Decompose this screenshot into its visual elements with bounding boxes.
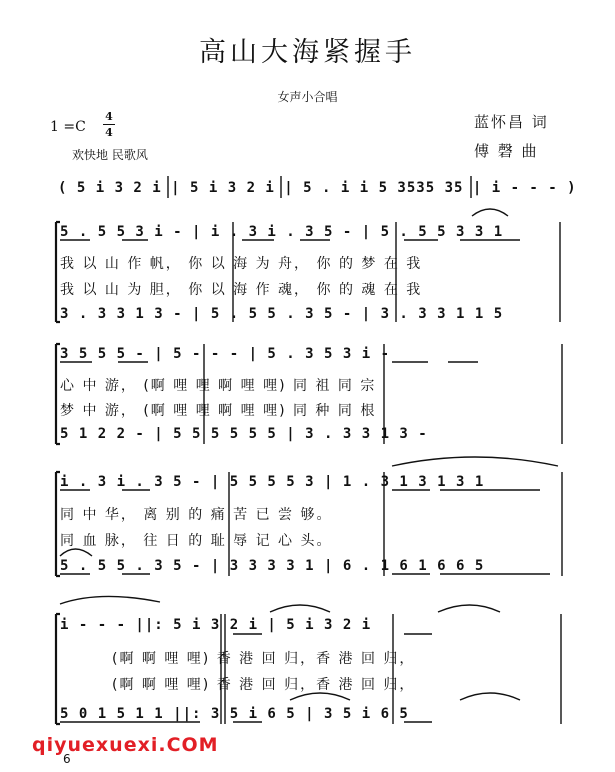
system2-lyric-verse2: 梦 中 游， (啊 哩 哩 啊 哩 哩) 同 种 同 根 [60, 403, 377, 419]
site-watermark: qiyuexuexi.COM [32, 734, 219, 756]
system2-upper-notes: 3 5 5 5 - | 5 - - - | 5 . 3 5 3 i - [60, 346, 391, 362]
system4-lower-notes: 5 0 1 5 1 1 ||: 3 5 i 6 5 | 3 5 i 6 5 [60, 706, 409, 722]
system1-lyric-verse2: 我 以 山 为 胆， 你 以 海 作 魂， 你 的 魂 在 我 [60, 282, 423, 298]
system1-lower-notes: 3 . 3 3 1 3 - | 5 . 5 5 . 3 5 - | 3 . 3 3 1 1 5 [60, 306, 504, 322]
song-title: 高山大海紧握手 [199, 37, 416, 68]
system3-lyric-verse2: 同 血 脉， 往 日 的 耻 辱 记 心 头。 [60, 533, 333, 549]
page-number: 6 [63, 752, 71, 766]
system3-lower-notes: 5 . 5 5 . 3 5 - | 3 3 3 3 1 | 6 . 1 6 1 6 6 5 [60, 558, 485, 574]
system3-upper-notes: i . 3 i . 3 5 - | 5 5 5 5 3 | 1 . 3 1 3 1 3 1 [60, 474, 485, 490]
system1-lyric-verse1: 我 以 山 作 帆， 你 以 海 为 舟， 你 的 梦 在 我 [60, 256, 423, 272]
system4-upper-notes: i - - - ||: 5 i 3 2 i | 5 i 3 2 i [60, 617, 372, 633]
system2-lower-notes: 5 1 2 2 - | 5 5 5 5 5 5 | 3 . 3 3 1 3 - [60, 426, 428, 442]
lyricist-credit: 蓝怀昌 词 [474, 113, 549, 131]
song-subtitle: 女声小合唱 [277, 90, 338, 104]
meter-top: 4 [105, 110, 113, 123]
system3-lyric-verse1: 同 中 华， 离 别 的 痛 苦 已 尝 够。 [60, 507, 333, 523]
system2-lyric-verse1: 心 中 游， (啊 哩 哩 啊 哩 哩) 同 祖 同 宗 [60, 378, 377, 394]
composer-credit: 傅 磬 曲 [474, 142, 539, 160]
system4-lyric-verse2: (啊 啊 哩 哩) 香 港 回 归，香 港 回 归， [112, 677, 416, 693]
system1-upper-notes: 5 . 5 5 3 i - | i . 3 i . 3 5 - | 5 . 5 5 3 3 1 [60, 224, 504, 240]
key-signature: 1 =C [50, 119, 86, 135]
tempo-marking: 欢快地 民歌风 [72, 148, 148, 162]
meter-bottom: 4 [105, 126, 113, 139]
intro-line: ( 5 i 3 2 i | 5 i 3 2 i | 5 . i i 5 3535 35 | i - - - ) [58, 180, 577, 196]
system4-lyric-verse1: (啊 啊 哩 哩) 香 港 回 归，香 港 回 归， [112, 651, 416, 667]
